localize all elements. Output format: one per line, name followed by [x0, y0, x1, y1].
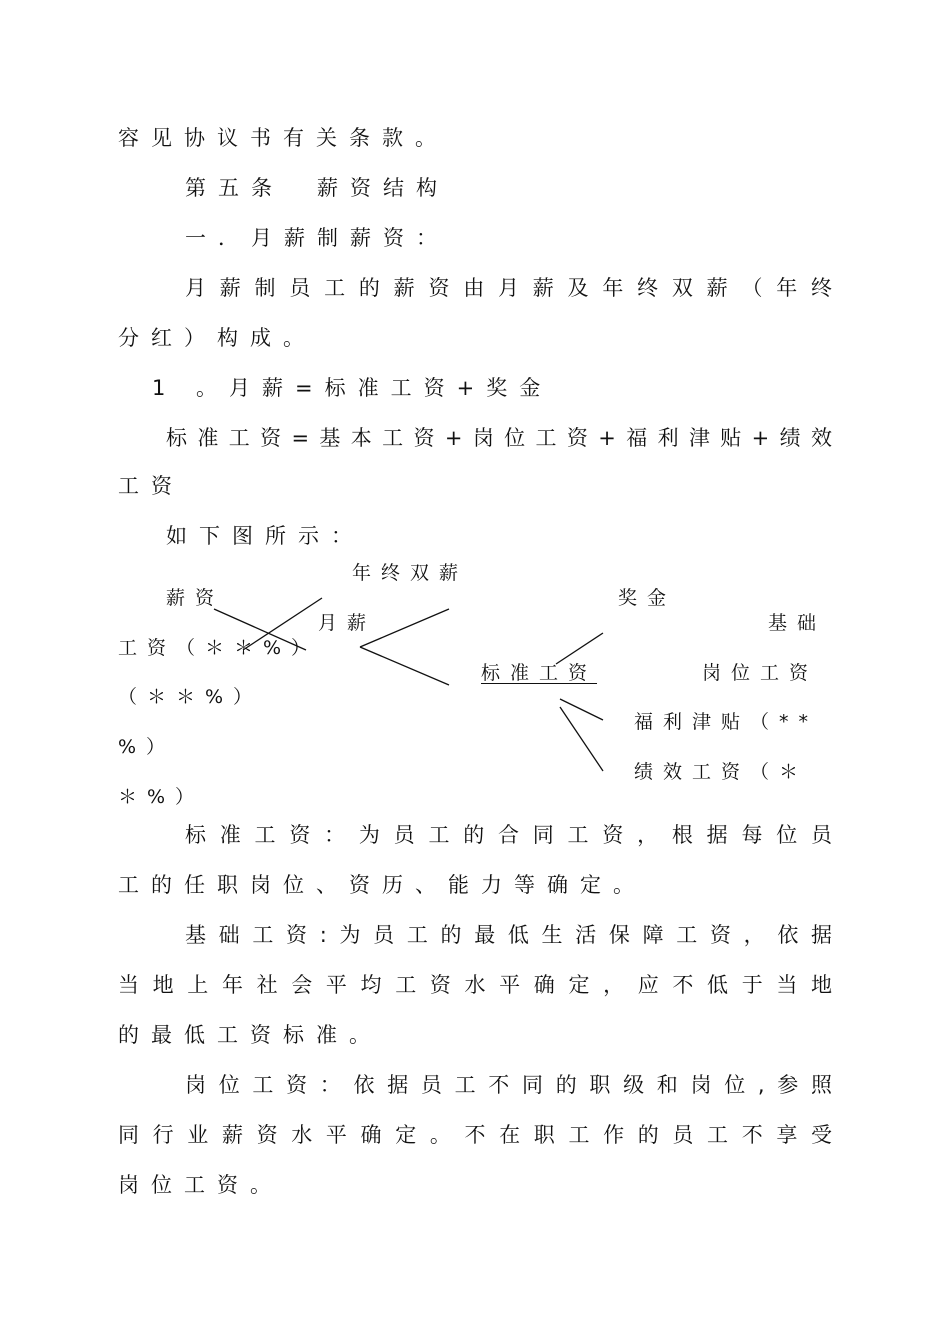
paragraph-line: 月薪制员工的薪资由月薪及年终双薪（年终 [185, 276, 832, 300]
diagram-label-standard-wage: 标准工资 [481, 662, 598, 684]
definition-line: 同行业薪资水平确定。不在职工作的员工不享受 [118, 1123, 832, 1147]
diagram-label-position-wage: 岗位工资 [702, 662, 819, 684]
diagram-label-performance: 绩效工资（＊ [634, 761, 809, 783]
section-heading: 第五条 薪资结构 [185, 176, 449, 200]
diagram-label-pct: %） [118, 736, 176, 758]
formula-line: 1 。月薪=标准工资+奖金 [152, 376, 553, 400]
definition-line: 岗位工资：依据员工不同的职级和岗位,参照 [185, 1073, 832, 1097]
definition-line: 工的任职岗位、资历、能力等确定。 [118, 873, 646, 897]
diagram-label-wage-pct: 工资（＊＊%） [118, 637, 321, 659]
paragraph-line: 如下图所示： [166, 524, 364, 548]
paragraph-line: 工资 [118, 474, 184, 498]
diagram-label-pct: （＊＊%） [118, 686, 263, 708]
subsection-heading: 一．月薪制薪资： [185, 226, 449, 250]
diagram-label-monthly-pay: 月薪 [318, 612, 377, 634]
definition-line: 岗位工资。 [118, 1173, 283, 1197]
definition-line: 的最低工资标准。 [118, 1023, 382, 1047]
diagram-label-salary: 薪资 [166, 587, 225, 609]
definition-line: 基础工资:为员工的最低生活保障工资，依据 [185, 923, 832, 947]
diagram-label-bonus: 奖金 [618, 587, 677, 609]
diagram-label-welfare: 福利津贴（** [634, 711, 819, 733]
diagram-label-year-end-bonus: 年终双薪 [352, 562, 469, 584]
diagram-label-pct: ＊%） [118, 786, 205, 808]
definition-line: 标准工资：为员工的合同工资，根据每位员 [185, 823, 832, 847]
definition-line: 当地上年社会平均工资水平确定，应不低于当地 [118, 973, 832, 997]
diagram-label-base: 基础 [768, 612, 827, 634]
paragraph-line: 分红）构成。 [118, 326, 316, 350]
formula-line: 标准工资=基本工资+岗位工资+福利津贴+绩效 [166, 426, 832, 450]
text-line: 容见协议书有关条款。 [118, 126, 448, 150]
